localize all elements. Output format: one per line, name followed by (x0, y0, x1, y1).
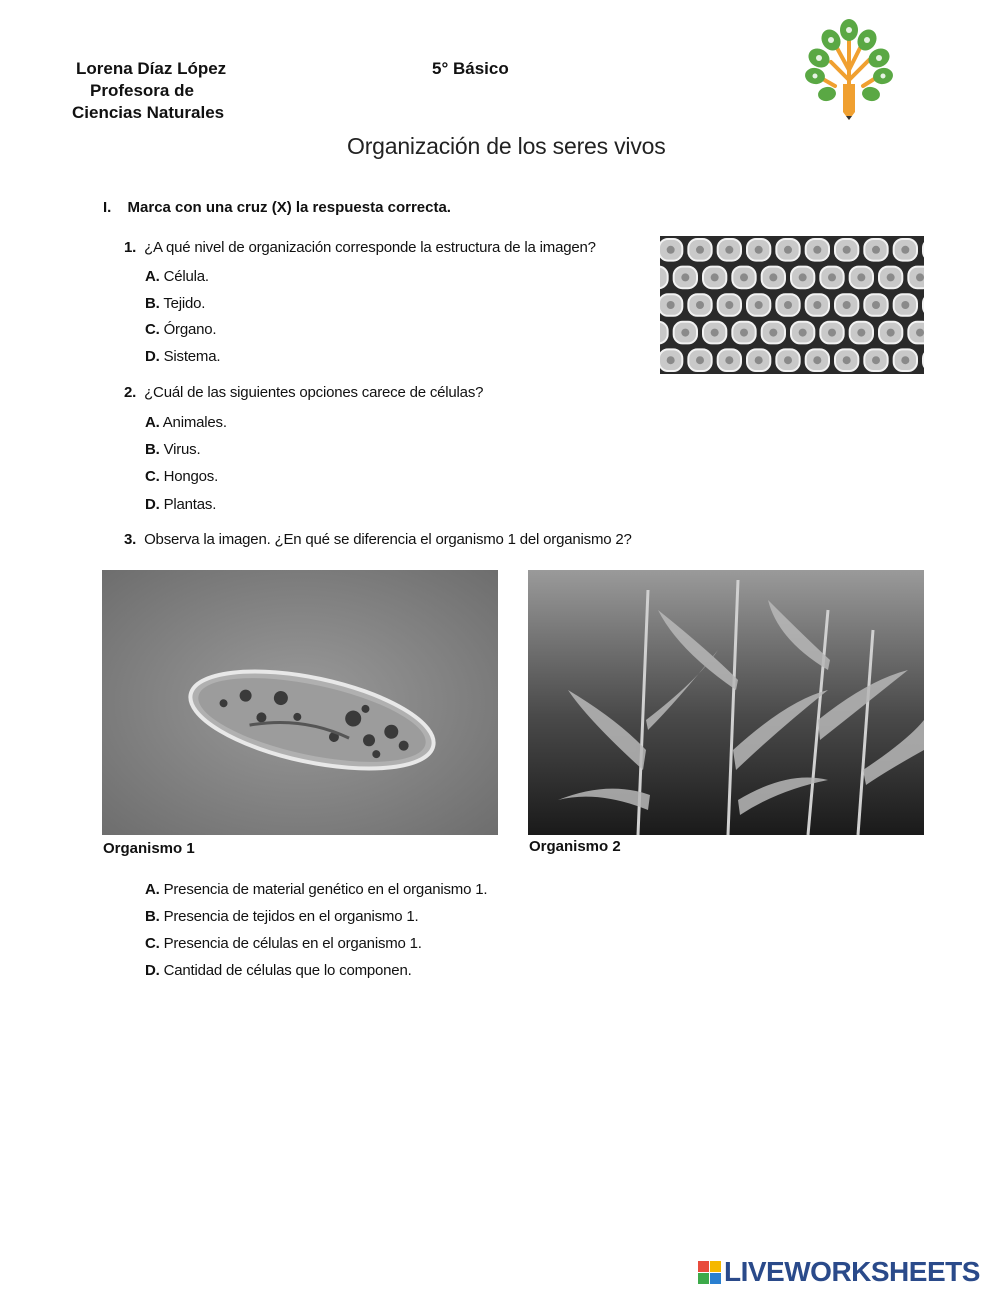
q3-option-d[interactable]: D. Cantidad de células que lo componen. (145, 962, 412, 979)
teacher-name: Lorena Díaz López (76, 59, 227, 78)
question-text: ¿Cuál de las siguientes opciones carece de células? (144, 384, 484, 401)
liveworksheets-icon (698, 1261, 721, 1284)
q2-option-c[interactable]: C. Hongos. (145, 468, 219, 485)
cell-nucleus (755, 356, 763, 364)
question-text: Observa la imagen. ¿En qué se diferencia el organismo 1 del organismo 2? (144, 531, 632, 548)
tissue-cells-image (660, 236, 924, 374)
cell-nucleus (725, 246, 733, 254)
q3-option-b[interactable]: B. Presencia de tejidos en el organismo 1. (145, 908, 419, 925)
cell-nucleus (740, 273, 748, 281)
cell-nucleus (769, 273, 777, 281)
liveworksheets-brand: LIVEWORKSHEETS (724, 1256, 980, 1287)
cell-nucleus (681, 329, 689, 337)
cells-illustration (660, 236, 924, 374)
cell-nucleus (696, 356, 704, 364)
q1-option-d[interactable]: D. Sistema. (145, 348, 221, 365)
cell-nucleus (740, 329, 748, 337)
cell-nucleus (916, 273, 924, 281)
cell-nucleus (725, 301, 733, 309)
cell-nucleus (784, 356, 792, 364)
q2-option-d[interactable]: D. Plantas. (145, 496, 217, 513)
cell-nucleus (755, 246, 763, 254)
cell-nucleus (667, 356, 675, 364)
cell-nucleus (916, 329, 924, 337)
question-3 (124, 531, 632, 548)
cell-nucleus (843, 356, 851, 364)
cell-nucleus (872, 246, 880, 254)
q1-option-a[interactable]: A. Célula. (145, 268, 209, 285)
cell (923, 294, 924, 316)
school-logo (797, 14, 902, 124)
cell-nucleus (784, 246, 792, 254)
q1-option-c[interactable]: C. Órgano. (145, 321, 217, 338)
cell-nucleus (887, 273, 895, 281)
cell-nucleus (755, 301, 763, 309)
cell (660, 267, 668, 289)
tree-pencil-icon (797, 14, 902, 124)
cell-nucleus (725, 356, 733, 364)
cell-nucleus (857, 329, 865, 337)
q3-option-a[interactable]: A. Presencia de material genético en el organismo 1. (145, 881, 488, 898)
q2-option-b[interactable]: B. Virus. (145, 441, 201, 458)
cell-nucleus (828, 273, 836, 281)
question-2 (124, 384, 483, 401)
cell-nucleus (711, 273, 719, 281)
cell-nucleus (813, 246, 821, 254)
organism-1-image (102, 570, 498, 835)
cell (923, 239, 924, 261)
cell-nucleus (813, 301, 821, 309)
cell-nucleus (872, 301, 880, 309)
organism-1-caption: Organismo 1 (103, 840, 195, 857)
cell-nucleus (857, 273, 865, 281)
cell-nucleus (843, 246, 851, 254)
section-instruction (103, 199, 451, 216)
grade-label: 5° Básico (432, 59, 509, 78)
cell-nucleus (872, 356, 880, 364)
page-title: Organización de los seres vivos (347, 133, 666, 159)
cell-nucleus (813, 356, 821, 364)
question-1 (124, 239, 596, 256)
teacher-role-line1: Profesora de (90, 81, 194, 100)
q1-option-b[interactable]: B. Tejido. (145, 295, 206, 312)
liveworksheets-logo[interactable] (698, 1256, 980, 1288)
cell-nucleus (667, 301, 675, 309)
cell (923, 349, 924, 371)
cell-nucleus (696, 301, 704, 309)
question-number: 2. (124, 384, 137, 401)
organism-2-image (528, 570, 924, 835)
cell-nucleus (711, 329, 719, 337)
cell-nucleus (667, 246, 675, 254)
section-number: I. (103, 199, 112, 216)
question-text: ¿A qué nivel de organización corresponde la estructura de la imagen? (144, 239, 596, 256)
plant-illustration (528, 570, 924, 835)
cell-nucleus (828, 329, 836, 337)
section-text: Marca con una cruz (X) la respuesta correcta. (127, 199, 451, 216)
cell-nucleus (681, 273, 689, 281)
organism-2-caption: Organismo 2 (529, 838, 621, 855)
q2-option-a[interactable]: A. Animales. (145, 414, 227, 431)
cell-nucleus (769, 329, 777, 337)
cell-nucleus (799, 329, 807, 337)
cell-nucleus (901, 246, 909, 254)
cell-nucleus (784, 301, 792, 309)
cell (660, 322, 668, 344)
question-number: 1. (124, 239, 137, 256)
cell-nucleus (696, 246, 704, 254)
paramecium-illustration (102, 570, 498, 835)
teacher-role-line2: Ciencias Naturales (72, 103, 225, 122)
cell-nucleus (887, 329, 895, 337)
cell-nucleus (901, 301, 909, 309)
question-number: 3. (124, 531, 137, 548)
cell-nucleus (843, 301, 851, 309)
cell-nucleus (901, 356, 909, 364)
cell-nucleus (799, 273, 807, 281)
q3-option-c[interactable]: C. Presencia de células en el organismo 1. (145, 935, 422, 952)
